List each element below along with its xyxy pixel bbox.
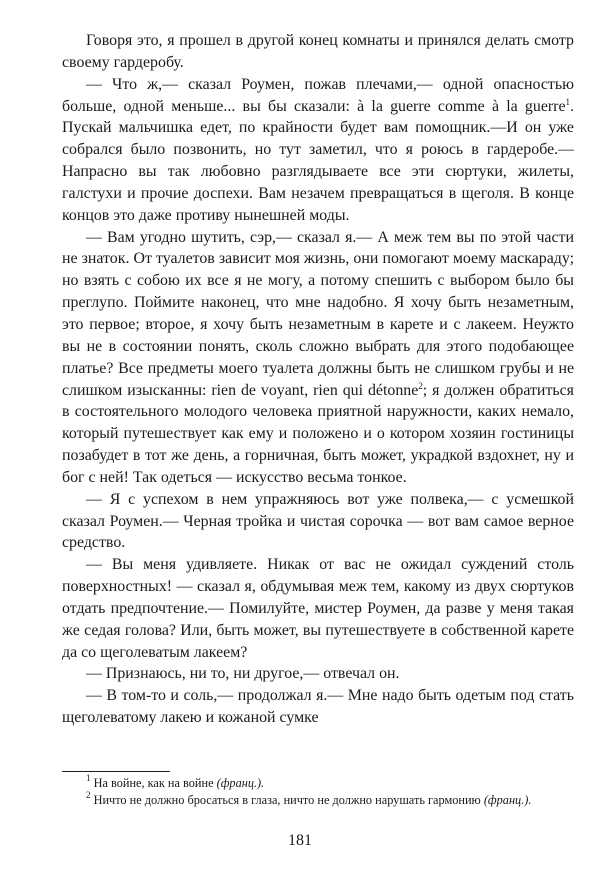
paragraph-text: — Что ж,— сказал Роумен, пожав плечами,— одной опасностью больше, одной меньше... вы бы сказали: à la guerre comme à la guerre <box>62 75 574 115</box>
footnote-divider <box>62 771 170 772</box>
page-body <box>62 30 574 729</box>
paragraph-text: . Пускай мальчишка едет, по крайности будет вам помощник.—И он уже собрался было позвонить, но тут заметил, что я роюсь в гардеробе.— Напрасно вы так любовно разглядываете все эти сюртуки, жилеты, галстухи и прочие доспехи. Вам незачем превращаться в щеголя. В конце концов это даже противу нынешней моды. <box>62 97 574 224</box>
page-number: 181 <box>288 832 312 849</box>
footnote-text: На войне, как на войне <box>93 776 214 790</box>
footnote-mark: 2 <box>418 380 423 391</box>
footnote-text: Ничто не должно бросаться в глаза, ничто не должно нарушать гармонию <box>93 793 481 807</box>
footnote <box>62 792 574 809</box>
footnote-source: (франц.). <box>483 793 532 807</box>
paragraph: — Вы меня удивляете. Никак от вас не ожидал суждений столь поверхностных! — сказал я, обдумывая меж тем, какому из двух сюртуков отдать предпочтение.— Помилуйте, мистер Роумен, да разве у меня такая же седая голова? Или, быть может, вы путешествуете в собственной карете да со щеголеватым лакеем? <box>62 556 574 661</box>
paragraph: — Я с успехом в нем упражняюсь вот уже полвека,— с усмешкой сказал Роумен.— Черная тройка и чистая сорочка — вот вам самое верное средство. <box>62 490 574 552</box>
footnote-source: (франц.). <box>216 776 265 790</box>
paragraph: — Признаюсь, ни то, ни другое,— отвечал он. <box>86 665 400 683</box>
paragraph-text: — Вам угодно шутить, сэр,— сказал я.— А меж тем вы по этой части не знаток. От туалетов зависит моя жизнь, они помогают моему маскараду; но взять с собою их все я не могу, а потому спешить с выбором было бы преглупо. Поймите наконец, что мне надобно. Я хочу быть незаметным, это первое; второе, я хочу быть незаметным в карете и с лакеем. Неужто вы не в состоянии понять, сколь сложно выбрать для этого подобающее платье? Все предметы моего туалета должны быть не слишком грубы и не слишком изысканны: rien de voyant, rien qui détonne <box>62 228 574 399</box>
footnote-number: 2 <box>86 790 91 800</box>
paragraph: Говоря это, я прошел в другой конец комнаты и принялся делать смотр своему гардеробу. <box>62 32 574 71</box>
footnote <box>62 775 574 792</box>
paragraph-text: ; я должен обратиться в состоятельного молодого человека приятной наружности, каких немало, который путешествует как ему и положено и о котором хозяин гостиницы позабудет в тот же день, а горничная, быть может, украдкой вздохнет, ну и бог с ней! Так одеться — искусство весьма тонкое. <box>62 381 574 486</box>
footnote-number: 1 <box>86 773 91 783</box>
paragraph: — В том-то и соль,— продолжал я.— Мне надо быть одетым под стать щеголеватому лакею и кожаной сумке <box>62 687 574 727</box>
footnotes <box>62 775 574 809</box>
footnote-mark: 1 <box>565 96 571 107</box>
paragraph <box>62 74 574 227</box>
paragraph <box>62 227 574 489</box>
